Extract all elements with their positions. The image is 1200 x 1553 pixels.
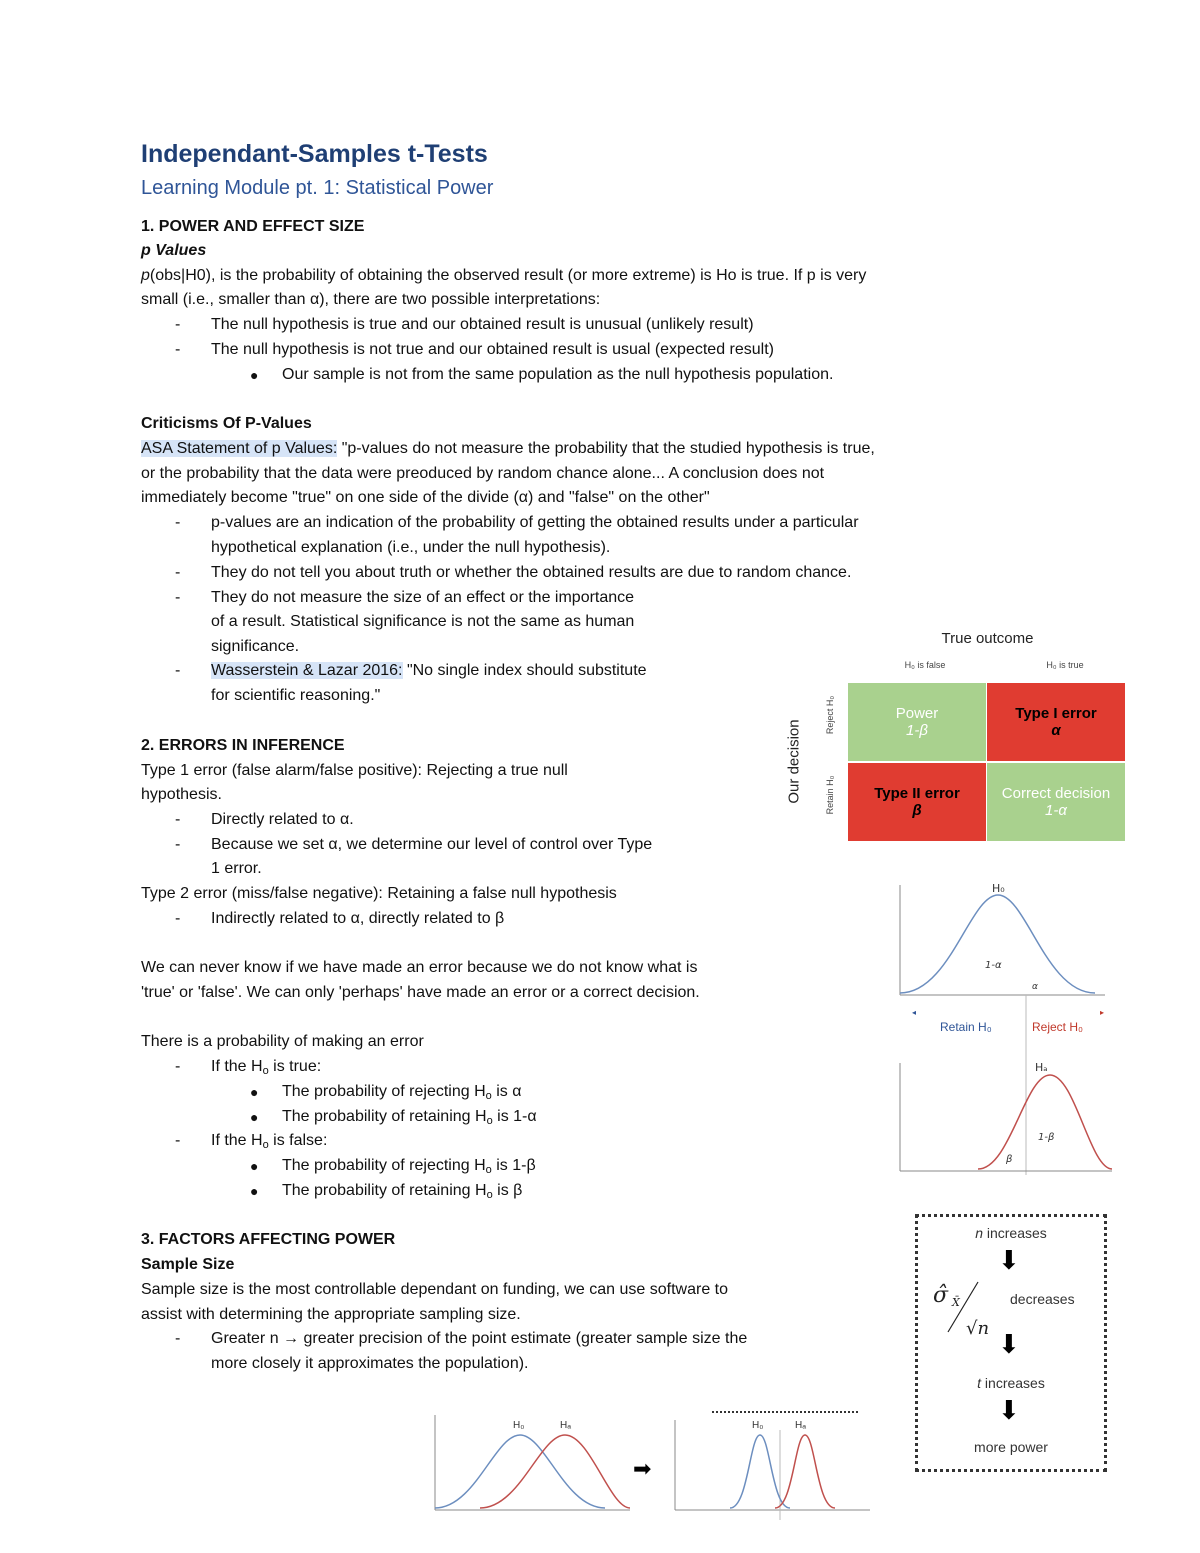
section-3-heading: 3. FACTORS AFFECTING POWER: [141, 1231, 396, 1248]
right-arrow-icon: ➡: [633, 1456, 652, 1481]
crit-bullet2: They do not tell you about truth or whether the obtained results are due to random chance.: [211, 564, 852, 581]
matrix-row1: Reject H₀: [825, 695, 835, 735]
crit-bullet4-line1: Wasserstein & Lazar 2016: "No single index should substitute: [211, 662, 647, 679]
left-arrow-mark: ◂: [912, 1008, 917, 1017]
greater-n-line1: Greater n → greater precision of the point estimate (greater sample size the: [211, 1330, 748, 1347]
dash-bullet: -: [175, 811, 181, 828]
p-values-para-line1: p(obs|H0), is the probability of obtaining the observed result (or more extreme) is Ho is true. If p is very: [141, 267, 867, 284]
type1-bullet1: Directly related to α.: [211, 811, 354, 828]
ha-curve: [978, 1075, 1112, 1169]
sample-size-line1: Sample size is the most controllable dependant on funding, we can use software to: [141, 1281, 729, 1298]
power-flow-box: [915, 1214, 1107, 1472]
p-italic: p: [141, 267, 150, 284]
reject-h0-label: Reject H₀: [1032, 1020, 1083, 1034]
dash-bullet: -: [175, 589, 181, 606]
type2-line: Type 2 error (miss/false negative): Retaining a false null hypothesis: [141, 885, 617, 902]
probability-error-line: There is a probability of making an error: [141, 1033, 424, 1050]
type1-line1: Type 1 error (false alarm/false positive): Rejecting a true null: [141, 762, 568, 779]
matrix-title: True outcome: [941, 630, 1034, 647]
left-h0-label: H₀: [513, 1420, 525, 1431]
section-1-heading: 1. POWER AND EFFECT SIZE: [141, 218, 365, 235]
dot-bullet: ●: [250, 1183, 259, 1199]
t-increases-label: t increases: [977, 1375, 1045, 1391]
right-ha-curve: [775, 1435, 835, 1508]
decision-matrix: [780, 625, 1130, 850]
n-increases-label: n increases: [975, 1225, 1047, 1241]
dot-bullet: ●: [250, 367, 259, 383]
if-h0-false: If the $H_o$ is false:: [211, 1132, 328, 1151]
matrix-row-title: Our decision: [785, 719, 803, 804]
crit-bullet3-line3: significance.: [211, 638, 300, 655]
left-h0-curve: [435, 1435, 605, 1508]
left-ha-label: Hₐ: [560, 1420, 571, 1431]
page-subtitle: Learning Module pt. 1: Statistical Power: [141, 177, 494, 199]
prob-retain-true: The probability of retaining $H_o$ is 1-α: [282, 1108, 537, 1127]
dot-bullet: ●: [250, 1084, 259, 1100]
right-h0-label: H₀: [752, 1420, 764, 1431]
h0-label: H₀: [992, 882, 1005, 895]
asa-line1: ASA Statement of p Values: "p-values do not measure the probability that the studied hypothesis is true,: [141, 440, 875, 457]
asa-label: ASA Statement of p Values:: [141, 440, 338, 457]
crit-bullet1-line1: p-values are an indication of the probability of getting the obtained results under a particular: [211, 514, 859, 531]
dash-bullet: -: [175, 1058, 181, 1075]
criticisms-heading: Criticisms Of P-Values: [141, 415, 312, 432]
wasserstein-label: Wasserstein & Lazar 2016:: [211, 662, 403, 679]
dot-bullet: ●: [250, 1109, 259, 1125]
se-formula: [928, 1272, 1008, 1342]
down-arrow-icon: ⬇: [998, 1245, 1020, 1275]
decreases-label: decreases: [1010, 1291, 1075, 1307]
matrix-col1: H₀ is false: [904, 660, 946, 670]
crit-bullet1-line2: hypothetical explanation (i.e., under the null hypothesis).: [211, 539, 611, 556]
page-title: Independant-Samples t-Tests: [141, 140, 488, 168]
bullet-sample-not-from: Our sample is not from the same population as the null hypothesis population.: [282, 366, 834, 383]
formula-root: √n: [966, 1318, 990, 1339]
crit-bullet3-line1: They do not measure the size of an effect or the importance: [211, 589, 635, 606]
right-ha-label: Hₐ: [795, 1420, 806, 1431]
bullet-null-not-true: The null hypothesis is not true and our obtained result is usual (expected result): [211, 341, 774, 358]
prob-reject-true: The probability of rejecting $H_o$ is α: [282, 1083, 522, 1102]
alpha-label: α: [1032, 982, 1038, 992]
p-values-heading: p Values: [141, 242, 207, 259]
beta-label: β: [1006, 1154, 1013, 1165]
cell-type1: Type I error α: [987, 683, 1125, 761]
one-minus-beta-label: 1-β: [1038, 1132, 1055, 1143]
asa-line2: or the probability that the data were preoduced by random chance alone... A conclusion does not: [141, 465, 825, 482]
type1-line2: hypothesis.: [141, 786, 222, 803]
if-h0-true: If the $H_o$ is true:: [211, 1058, 322, 1077]
right-h0-curve: [730, 1435, 790, 1508]
formula-sub: X̄: [952, 1296, 960, 1309]
bullet-null-true: The null hypothesis is true and our obtained result is unusual (unlikely result): [211, 316, 754, 333]
cell-power: Power 1-β: [848, 683, 986, 761]
never-know-line2: 'true' or 'false'. We can only 'perhaps' have made an error or a correct decision.: [141, 984, 700, 1001]
matrix-row2: Retain H₀: [825, 775, 835, 815]
dash-bullet: -: [175, 514, 181, 531]
more-power-label: more power: [974, 1439, 1048, 1455]
dash-bullet: -: [175, 341, 181, 358]
matrix-col2: H₀ is true: [1046, 660, 1084, 670]
dash-bullet: -: [175, 1330, 181, 1347]
dash-bullet: -: [175, 564, 181, 581]
dash-bullet: -: [175, 1132, 181, 1149]
section-2-heading: 2. ERRORS IN INFERENCE: [141, 737, 345, 754]
crit-bullet4-line2: for scientific reasoning.": [211, 687, 381, 704]
dash-bullet: -: [175, 662, 181, 679]
dash-bullet: -: [175, 836, 181, 853]
type1-bullet2-line1: Because we set α, we determine our level of control over Type: [211, 836, 653, 853]
sample-size-distributions: [430, 1410, 875, 1525]
asa-line3: immediately become "true" on one side of the divide (α) and "false" on the other": [141, 489, 710, 506]
retain-h0-label: Retain H₀: [940, 1020, 992, 1034]
type2-bullet: Indirectly related to α, directly related to β: [211, 910, 505, 927]
dot-bullet: ●: [250, 1158, 259, 1174]
h0-ha-distributions: [890, 875, 1120, 1175]
p-values-para-line2: small (i.e., smaller than α), there are two possible interpretations:: [141, 291, 601, 308]
prob-reject-false: The probability of rejecting $H_o$ is 1-β: [282, 1157, 536, 1176]
ha-label: Hₐ: [1035, 1061, 1048, 1074]
sample-size-line2: assist with determining the appropriate sampling size.: [141, 1306, 521, 1323]
down-arrow-icon: ⬇: [998, 1329, 1020, 1359]
crit-bullet3-line2: of a result. Statistical significance is not the same as human: [211, 613, 635, 630]
one-minus-alpha-label: 1-α: [985, 960, 1002, 971]
prob-retain-false: The probability of retaining $H_o$ is β: [282, 1182, 523, 1201]
never-know-line1: We can never know if we have made an error because we do not know what is: [141, 959, 698, 976]
sample-size-heading: Sample Size: [141, 1256, 235, 1273]
dash-bullet: -: [175, 316, 181, 333]
h0-curve: [900, 895, 1095, 993]
cell-type2: Type II error β: [848, 763, 986, 841]
type1-bullet2-line2: 1 error.: [211, 860, 262, 877]
greater-n-line2: more closely it approximates the population).: [211, 1355, 529, 1372]
down-arrow-icon: ⬇: [998, 1395, 1020, 1425]
formula-sigma: σ̂: [933, 1283, 949, 1308]
right-arrow-mark: ▸: [1100, 1008, 1105, 1017]
cell-correct: Correct decision 1-α: [987, 763, 1125, 841]
dash-bullet: -: [175, 910, 181, 927]
